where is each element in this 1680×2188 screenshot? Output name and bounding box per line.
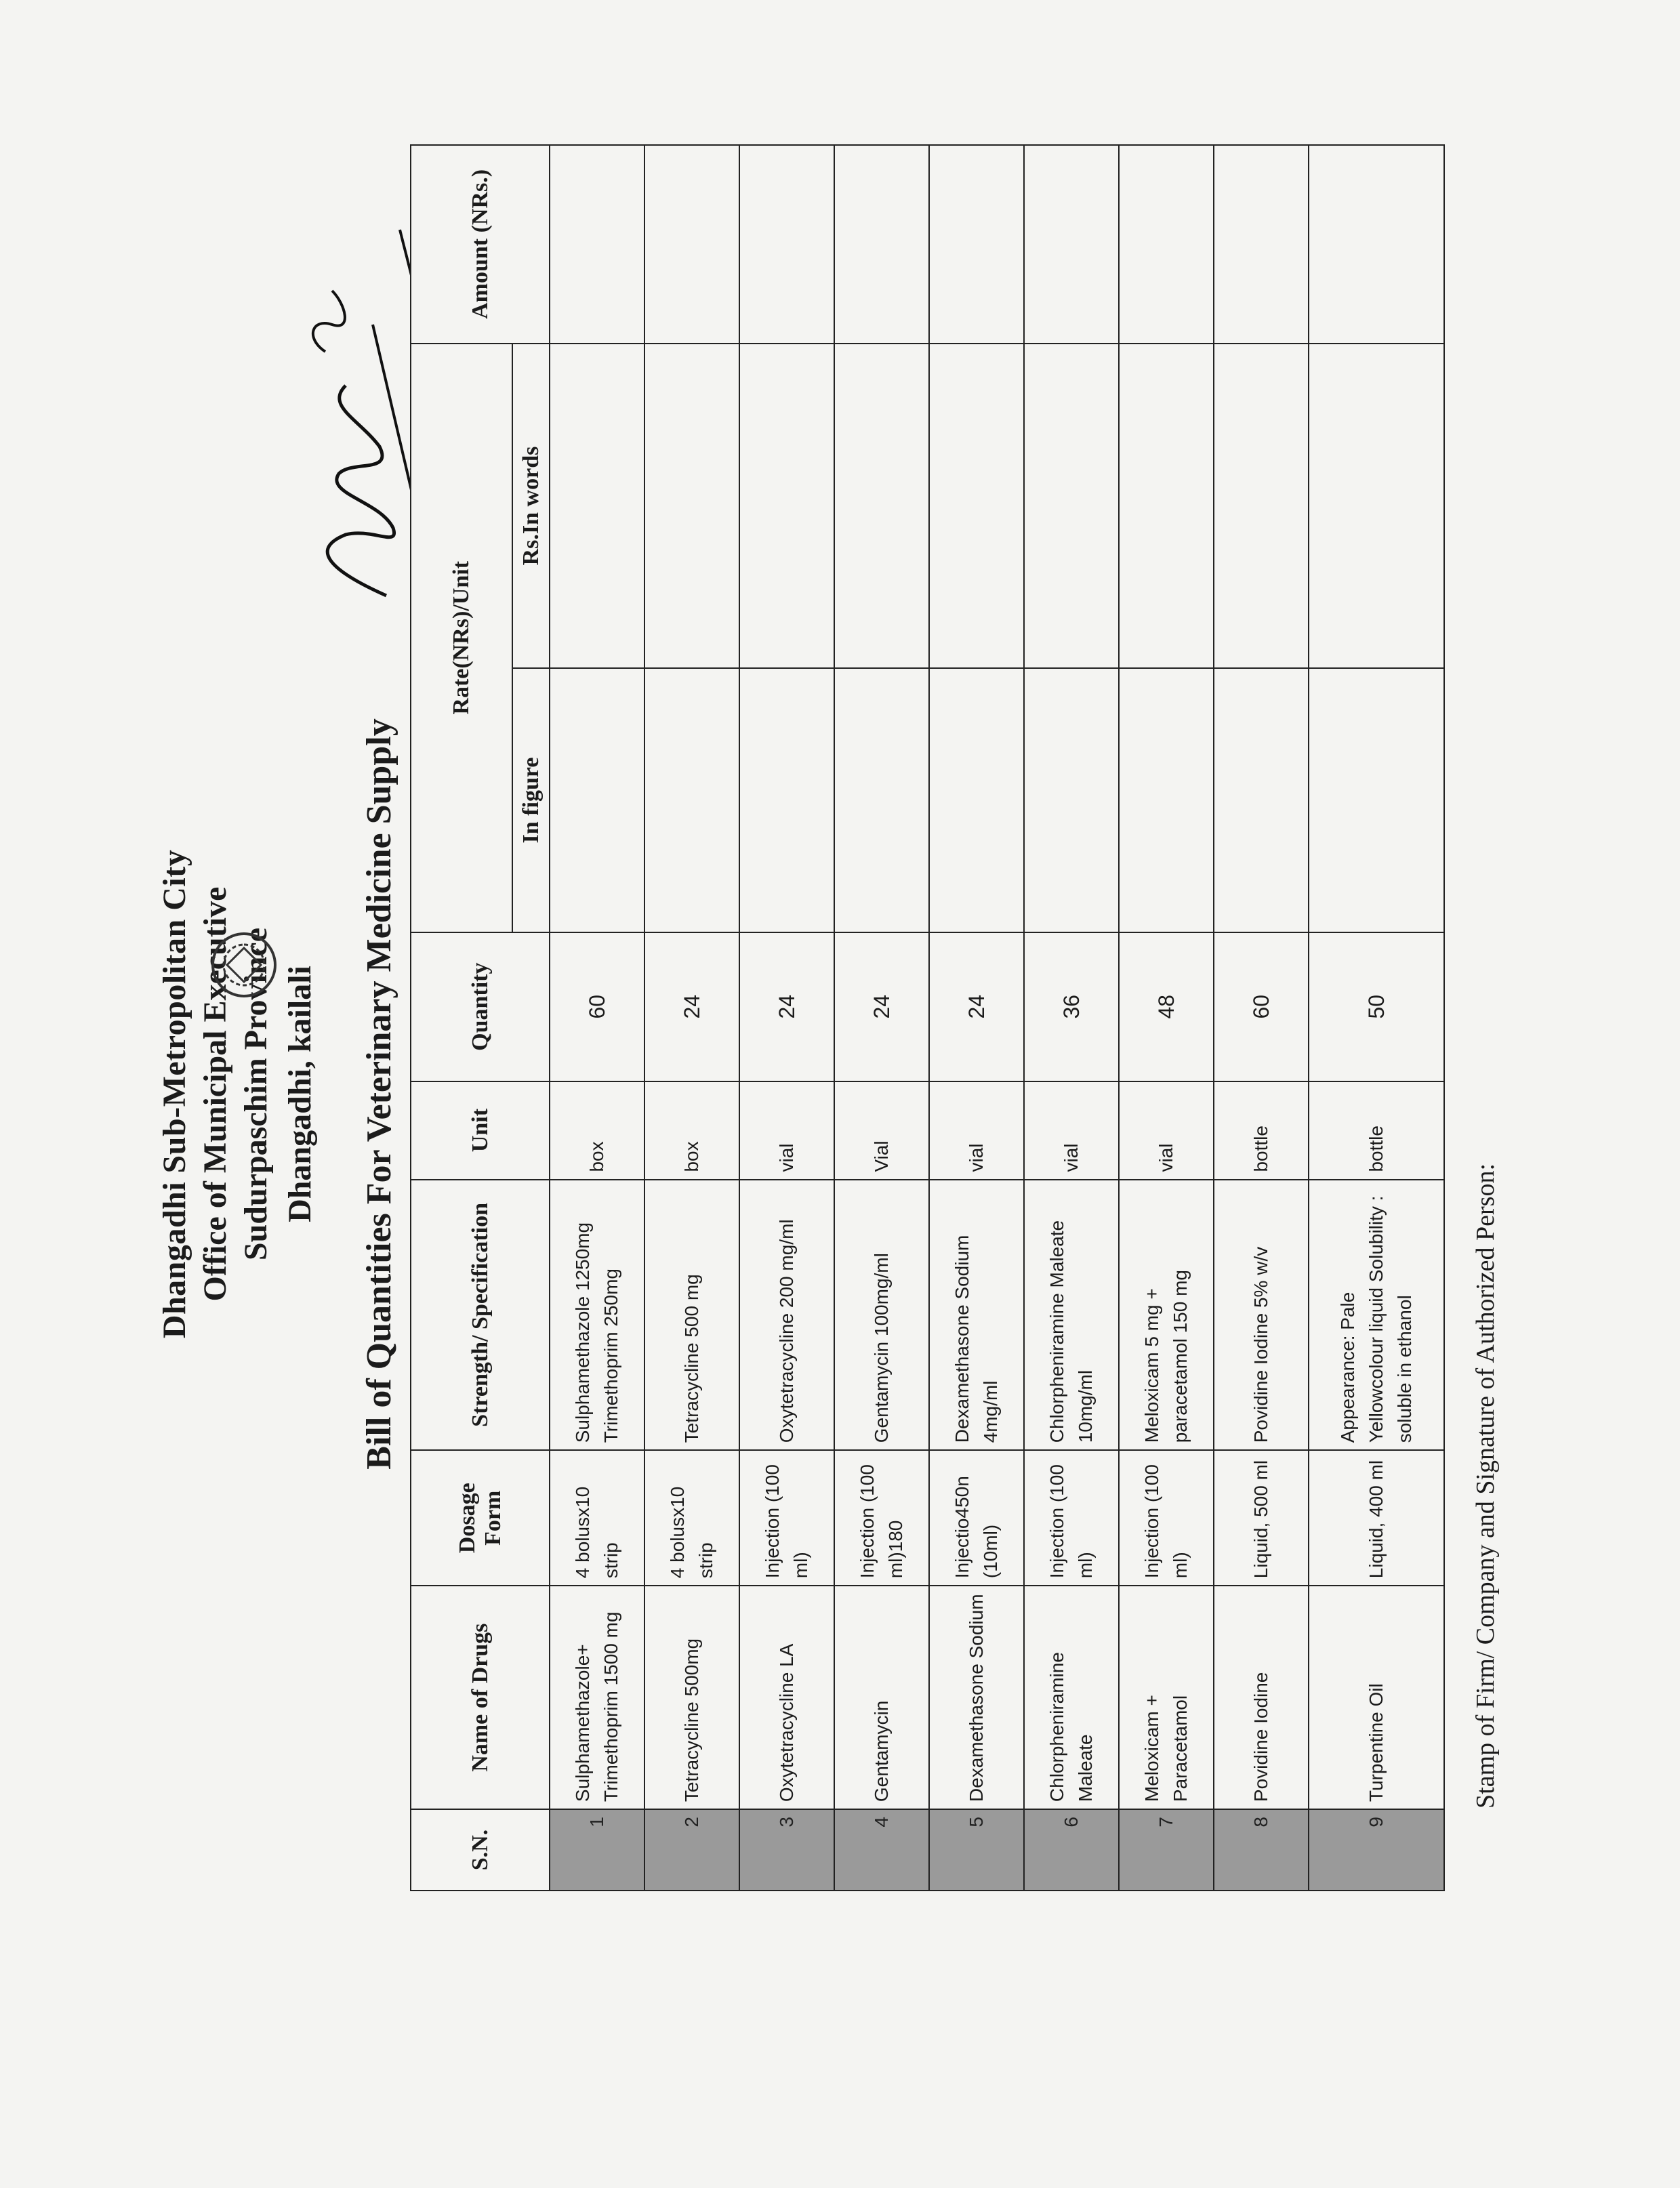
cell-rate-figure bbox=[1214, 668, 1309, 932]
cell-sn: 9 bbox=[1309, 1809, 1444, 1891]
header-sn: S.N. bbox=[411, 1809, 550, 1891]
cell-rate-words bbox=[834, 344, 929, 668]
cell-rate-words bbox=[644, 344, 739, 668]
header-in-words: Rs.In words bbox=[512, 344, 550, 668]
cell-rate-words bbox=[929, 344, 1024, 668]
table-row bbox=[1309, 145, 1444, 1891]
cell-amount bbox=[739, 145, 834, 344]
cell-unit: box bbox=[550, 1081, 644, 1180]
cell-unit: box bbox=[644, 1081, 739, 1180]
cell-dosage: 4 bolusx10 strip bbox=[644, 1450, 739, 1586]
cell-rate-figure bbox=[929, 668, 1024, 932]
header-amount: Amount (NRs.) bbox=[411, 145, 550, 344]
cell-name: Chlorpheniramine Maleate bbox=[1024, 1586, 1119, 1809]
cell-rate-figure bbox=[550, 668, 644, 932]
cell-quantity: 24 bbox=[739, 932, 834, 1081]
cell-amount bbox=[644, 145, 739, 344]
cell-amount bbox=[929, 145, 1024, 344]
cell-sn: 7 bbox=[1119, 1809, 1214, 1891]
cell-sn: 6 bbox=[1024, 1809, 1119, 1891]
cell-rate-figure bbox=[644, 668, 739, 932]
cell-name: Oxytetracycline LA bbox=[739, 1586, 834, 1809]
header-unit: Unit bbox=[411, 1081, 550, 1180]
cell-dosage: Liquid, 500 ml bbox=[1214, 1450, 1309, 1586]
cell-strength: Meloxicam 5 mg + paracetamol 150 mg bbox=[1119, 1180, 1214, 1451]
cell-rate-words bbox=[1309, 344, 1444, 668]
table-row bbox=[644, 145, 739, 1891]
cell-unit: vial bbox=[1024, 1081, 1119, 1180]
cell-rate-figure bbox=[834, 668, 929, 932]
cell-dosage: Injection (100 ml)180 bbox=[834, 1450, 929, 1586]
cell-name: Dexamethasone Sodium bbox=[929, 1586, 1024, 1809]
cell-name: Povidine Iodine bbox=[1214, 1586, 1309, 1809]
cell-name: Turpentine Oil bbox=[1309, 1586, 1444, 1809]
header-name: Name of Drugs bbox=[411, 1586, 550, 1809]
org-name: Dhangadhi Sub-Metropolitan City bbox=[157, 849, 192, 1339]
table-row bbox=[1214, 145, 1309, 1891]
cell-amount bbox=[834, 145, 929, 344]
header-strength: Strength/ Specification bbox=[411, 1180, 550, 1451]
cell-quantity: 24 bbox=[929, 932, 1024, 1081]
cell-strength: Chlorpheniramine Maleate 10mg/ml bbox=[1024, 1180, 1119, 1451]
cell-strength: Appearance: Pale Yellowcolour liquid Solubility : soluble in ethanol bbox=[1309, 1180, 1444, 1451]
cell-quantity: 24 bbox=[834, 932, 929, 1081]
cell-quantity: 60 bbox=[550, 932, 644, 1081]
header-rate: Rate(NRs)/Unit bbox=[411, 344, 512, 932]
cell-sn: 4 bbox=[834, 1809, 929, 1891]
bill-of-quantities-table bbox=[410, 144, 1445, 1891]
cell-rate-figure bbox=[1119, 668, 1214, 932]
table-row bbox=[1024, 145, 1119, 1891]
cell-strength: Oxytetracycline 200 mg/ml bbox=[739, 1180, 834, 1451]
cell-amount bbox=[1119, 145, 1214, 344]
cell-rate-words bbox=[550, 344, 644, 668]
table-body bbox=[550, 145, 1444, 1891]
cell-unit: bottle bbox=[1309, 1081, 1444, 1180]
stamp-signature-note: Stamp of Firm/ Company and Signature of Authorized Person: bbox=[1471, 1163, 1500, 1809]
cell-rate-figure bbox=[739, 668, 834, 932]
cell-sn: 8 bbox=[1214, 1809, 1309, 1891]
cell-dosage: Liquid, 400 ml bbox=[1309, 1450, 1444, 1586]
cell-unit: Vial bbox=[834, 1081, 929, 1180]
table-row bbox=[739, 145, 834, 1891]
cell-unit: vial bbox=[739, 1081, 834, 1180]
cell-dosage: 4 bolusx10 strip bbox=[550, 1450, 644, 1586]
cell-dosage: Injection (100 ml) bbox=[1024, 1450, 1119, 1586]
cell-unit: vial bbox=[1119, 1081, 1214, 1180]
cell-quantity: 48 bbox=[1119, 932, 1214, 1081]
table-row bbox=[550, 145, 644, 1891]
cell-sn: 1 bbox=[550, 1809, 644, 1891]
cell-quantity: 50 bbox=[1309, 932, 1444, 1081]
cell-amount bbox=[1214, 145, 1309, 344]
table-row bbox=[834, 145, 929, 1891]
cell-rate-words bbox=[739, 344, 834, 668]
official-seal-icon bbox=[163, 867, 352, 1063]
cell-quantity: 36 bbox=[1024, 932, 1119, 1081]
cell-dosage: Injectio450n (10ml) bbox=[929, 1450, 1024, 1586]
header-in-figure: In figure bbox=[512, 668, 550, 932]
header-dosage: Dosage Form bbox=[411, 1450, 550, 1586]
cell-rate-words bbox=[1214, 344, 1309, 668]
cell-quantity: 24 bbox=[644, 932, 739, 1081]
cell-strength: Tetracycline 500 mg bbox=[644, 1180, 739, 1451]
cell-strength: Gentamycin 100mg/ml bbox=[834, 1180, 929, 1451]
cell-name: Meloxicam + Paracetamol bbox=[1119, 1586, 1214, 1809]
cell-sn: 3 bbox=[739, 1809, 834, 1891]
cell-rate-figure bbox=[1024, 668, 1119, 932]
cell-strength: Povidine Iodine 5% w/v bbox=[1214, 1180, 1309, 1451]
cell-name: Sulphamethazole+ Trimethoprim 1500 mg bbox=[550, 1586, 644, 1809]
office-name: Office of Municipal Executive bbox=[197, 886, 233, 1302]
table-row bbox=[1119, 145, 1214, 1891]
province-name: Sudurpaschim Province bbox=[238, 927, 274, 1261]
table-row bbox=[929, 145, 1024, 1891]
cell-rate-words bbox=[1024, 344, 1119, 668]
cell-rate-figure bbox=[1309, 668, 1444, 932]
cell-name: Tetracycline 500mg bbox=[644, 1586, 739, 1809]
cell-sn: 2 bbox=[644, 1809, 739, 1891]
cell-amount bbox=[1024, 145, 1119, 344]
cell-amount bbox=[1309, 145, 1444, 344]
cell-sn: 5 bbox=[929, 1809, 1024, 1891]
header-quantity: Quantity bbox=[411, 932, 550, 1081]
cell-amount bbox=[550, 145, 644, 344]
cell-strength: Sulphamethazole 1250mg Trimethoprim 250mg bbox=[550, 1180, 644, 1451]
cell-strength: Dexamethasone Sodium 4mg/ml bbox=[929, 1180, 1024, 1451]
document-title: Bill of Quantities For Veterinary Medicine Supply bbox=[360, 718, 398, 1470]
cell-rate-words bbox=[1119, 344, 1214, 668]
cell-name: Gentamycin bbox=[834, 1586, 929, 1809]
location: Dhangadhi, kailali bbox=[282, 966, 318, 1222]
cell-unit: vial bbox=[929, 1081, 1024, 1180]
cell-quantity: 60 bbox=[1214, 932, 1309, 1081]
cell-unit: bottle bbox=[1214, 1081, 1309, 1180]
cell-dosage: Injection (100 ml) bbox=[739, 1450, 834, 1586]
cell-dosage: Injection (100 ml) bbox=[1119, 1450, 1214, 1586]
